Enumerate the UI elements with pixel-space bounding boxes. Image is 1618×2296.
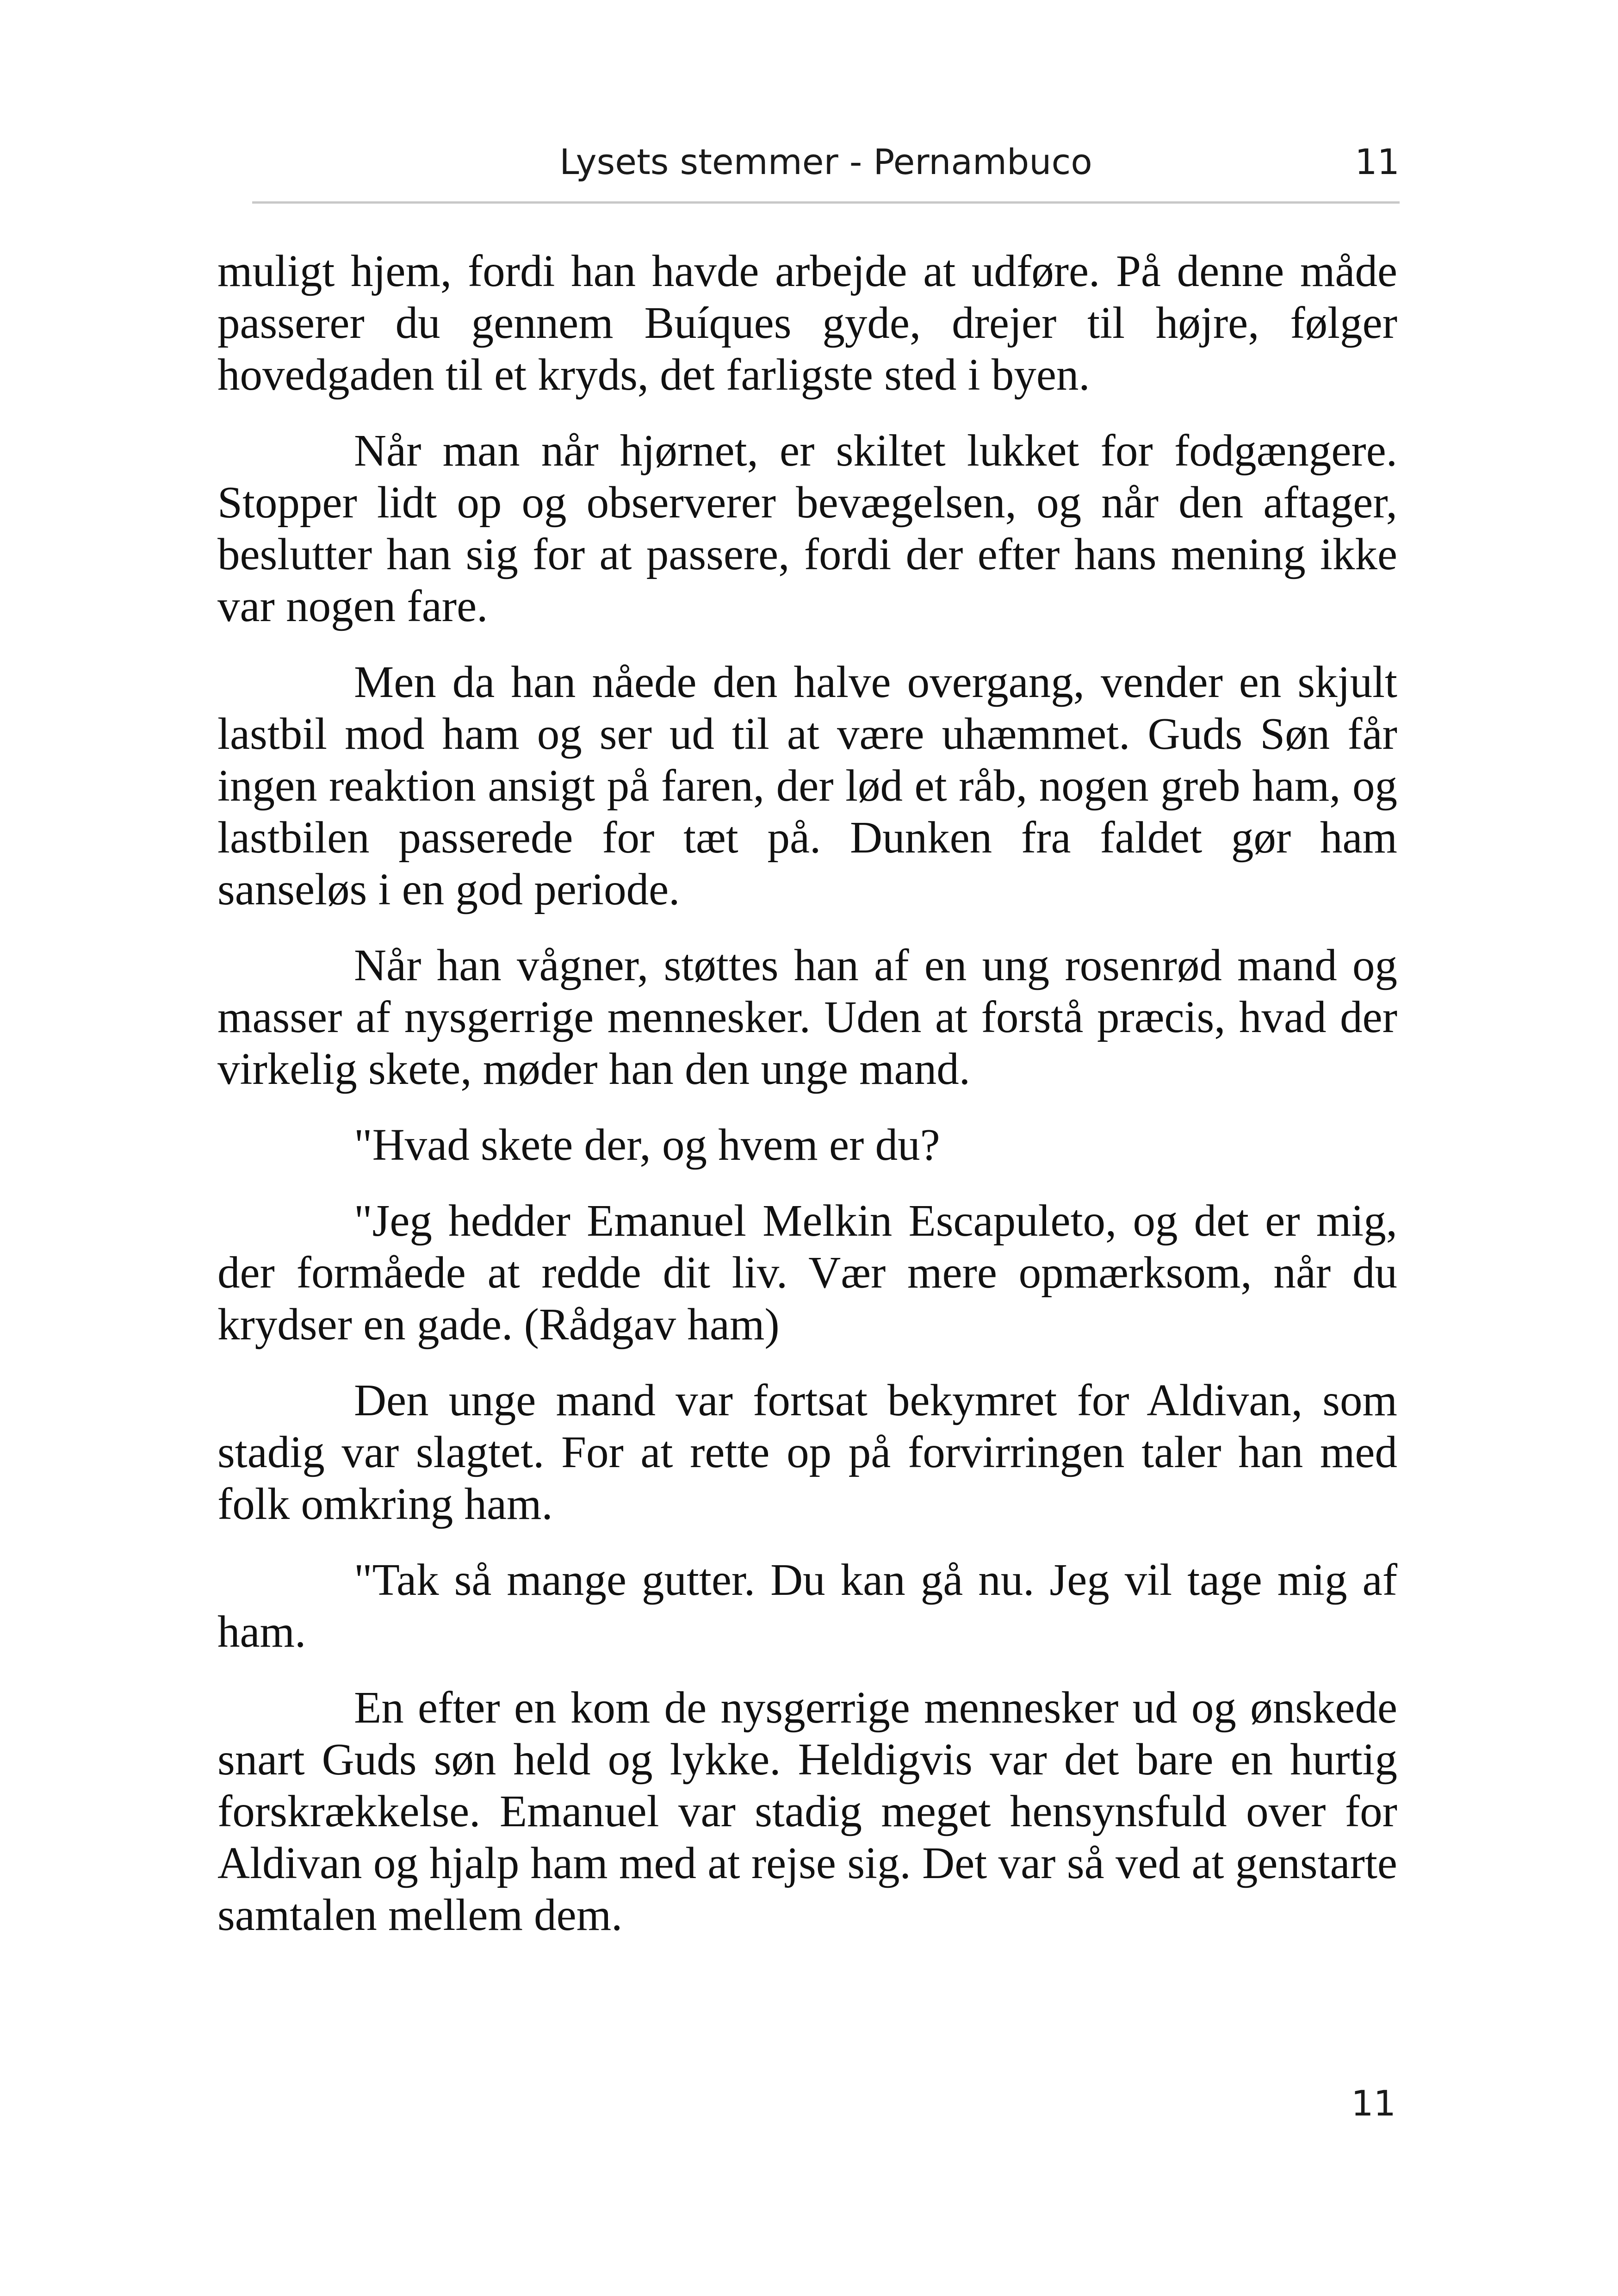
- running-header-title: Lysets stemmer - Pernambuco: [559, 141, 1092, 182]
- running-header-page-number: 11: [1355, 141, 1400, 182]
- dialogue-line: "Jeg hedder Emanuel Melkin Escapuleto, og det er mig, der formåede at redde dit liv. Vær mere opmærksom, når du krydser en gade. (Rådgav ham): [217, 1196, 1397, 1349]
- paragraph: muligt hjem, fordi han havde arbejde at udføre. På denne måde passerer du gennem Buíques gyde, drejer til højre, følger hovedgaden til et kryds, det farligste sted i byen.: [217, 246, 1397, 399]
- running-header: [252, 132, 1400, 204]
- dialogue-line: "Hvad skete der, og hvem er du?: [354, 1120, 940, 1170]
- paragraph: Den unge mand var fortsat bekymret for Aldivan, som stadig var slagtet. For at rette op på forvirringen taler han med folk omkring ham.: [217, 1375, 1397, 1529]
- paragraph: En efter en kom de nysgerrige mennesker ud og ønskede snart Guds søn held og lykke. Heldigvis var det bare en hurtig forskrækkelse. Emanuel var stadig meget hensynsfuld over for Aldivan og hjalp ham med at rejse sig. Det var så ved at genstarte samtalen mellem dem.: [217, 1683, 1397, 1940]
- paragraph: Men da han nåede den halve overgang, vender en skjult lastbil mod ham og ser ud til at være uhæmmet. Guds Søn får ingen reaktion ansigt på faren, der lød et råb, nogen greb ham, og lastbilen passerede for tæt på. Dunken fra faldet gør ham sanseløs i en god periode.: [217, 657, 1397, 914]
- paragraph: Når han vågner, støttes han af en ung rosenrød mand og masser af nysgerrige mennesker. Uden at forstå præcis, hvad der virkelig skete, møder han den unge mand.: [217, 940, 1397, 1094]
- dialogue-line: "Tak så mange gutter. Du kan gå nu. Jeg vil tage mig af ham.: [217, 1555, 1397, 1656]
- paragraph: Når man når hjørnet, er skiltet lukket for fodgængere. Stopper lidt op og observerer bevægelsen, og når den aftager, beslutter han sig for at passere, fordi der efter hans mening ikke var nogen fare.: [217, 426, 1397, 631]
- body-text: [217, 245, 1397, 1965]
- footer-page-number: 11: [1351, 2083, 1396, 2124]
